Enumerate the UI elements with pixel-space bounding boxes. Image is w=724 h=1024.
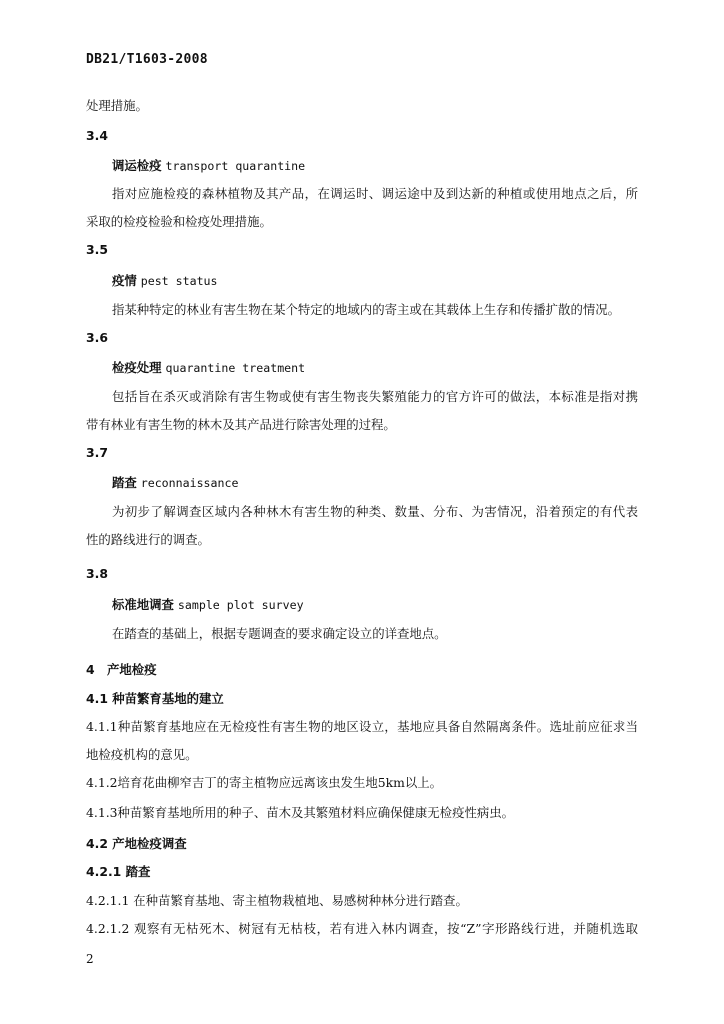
term-chinese: 疫情: [112, 273, 137, 288]
term-entry: [112, 595, 638, 613]
clause-line: 4.1.1种苗繁育基地应在无检疫性有害生物的地区设立，基地应具备自然隔离条件。选址前应征求当: [86, 719, 638, 734]
subsection-heading: 4.2.1 踏查: [86, 864, 151, 879]
section-heading: 4 产地检疫: [86, 662, 157, 677]
term-chinese: 踏查: [112, 475, 137, 490]
clause-line: 4.1.2培育花曲柳窄吉丁的寄主植物应远离该虫发生地5km以上。: [86, 775, 443, 790]
term-entry: [112, 271, 638, 289]
definition-line: 带有林业有害生物的林木及其产品进行除害处理的过程。: [86, 417, 396, 432]
definition-line: 指某种特定的林业有害生物在某个特定的地域内的寄主或在其载体上生存和传播扩散的情况。: [112, 302, 621, 317]
term-english: sample plot survey: [177, 598, 304, 612]
paragraph-line: 处理措施。: [86, 98, 148, 113]
clause-number: 3.8: [86, 566, 108, 581]
subsection-heading: 4.2 产地检疫调查: [86, 836, 187, 851]
term-entry: [112, 473, 638, 491]
term-chinese: 检疫处理: [112, 360, 162, 375]
subsection-heading: 4.1 种苗繁育基地的建立: [86, 691, 224, 706]
clause-number: 3.4: [86, 128, 108, 143]
term-chinese: 标准地调查: [112, 597, 174, 612]
term-english: pest status: [140, 274, 218, 288]
definition-line: 在踏查的基础上，根据专题调查的要求确定设立的详查地点。: [112, 626, 447, 641]
clause-line: 4.2.1.2 观察有无枯死木、树冠有无枯枝，若有进入林内调查，按“Z”字形路线行进，并随机选取: [86, 921, 638, 936]
term-entry: [112, 358, 638, 376]
term-chinese: 调运检疫: [112, 158, 162, 173]
term-english: reconnaissance: [140, 476, 239, 490]
term-english: quarantine treatment: [165, 361, 306, 375]
clause-line: 地检疫机构的意见。: [86, 747, 198, 762]
definition-line: 包括旨在杀灭或消除有害生物或使有害生物丧失繁殖能力的官方许可的做法，本标准是指对携: [112, 389, 638, 404]
term-entry: [112, 156, 638, 174]
term-english: transport quarantine: [165, 159, 306, 173]
clause-line: 4.2.1.1 在种苗繁育基地、寄主植物栽植地、易感树种林分进行踏查。: [86, 893, 468, 908]
page-number: 2: [86, 952, 94, 966]
definition-line: 采取的检疫检验和检疫处理措施。: [86, 214, 272, 229]
definition-line: 性的路线进行的调查。: [86, 532, 210, 547]
definition-line: 指对应施检疫的森林植物及其产品，在调运时、调运途中及到达新的种植或使用地点之后，所: [112, 186, 638, 201]
clause-line: 4.1.3种苗繁育基地所用的种子、苗木及其繁殖材料应确保健康无检疫性病虫。: [86, 805, 515, 820]
standard-code-header: DB21/T1603-2008: [86, 52, 208, 67]
clause-number: 3.5: [86, 242, 108, 257]
clause-number: 3.7: [86, 445, 108, 460]
clause-number: 3.6: [86, 330, 108, 345]
definition-line: 为初步了解调查区域内各种林木有害生物的种类、数量、分布、为害情况，沿着预定的有代表: [112, 504, 638, 519]
